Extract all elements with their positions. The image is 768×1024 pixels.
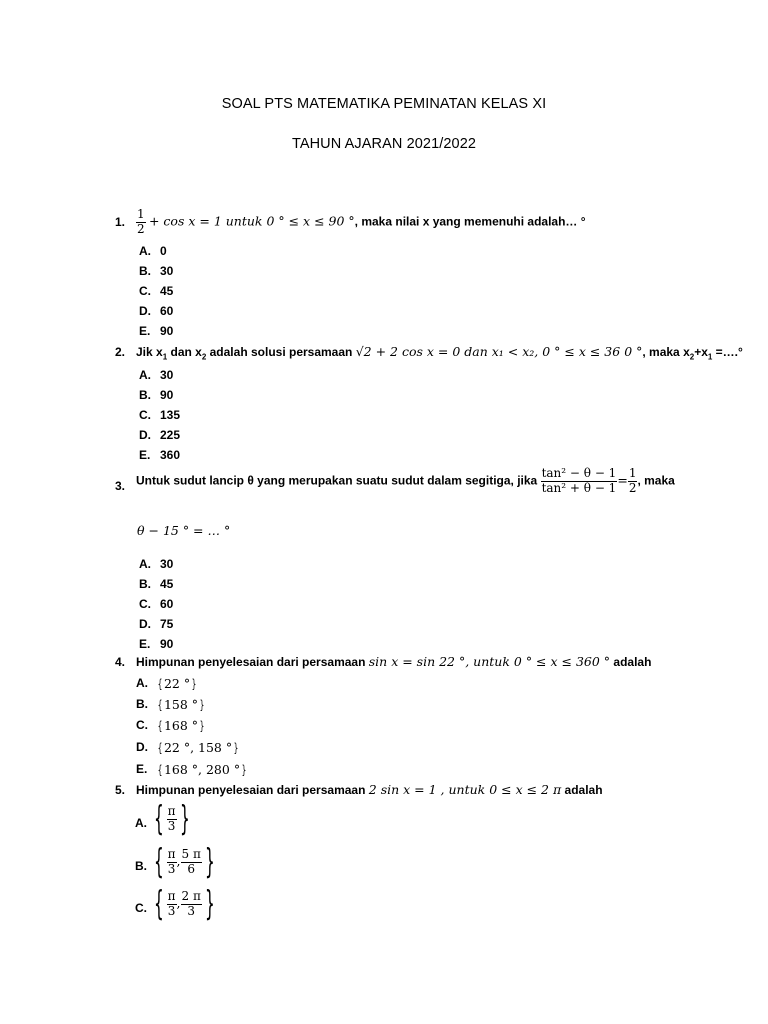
option-value: 90	[160, 388, 174, 402]
fraction: $\frac{1}{2}$	[628, 466, 637, 495]
option-value: 90	[160, 637, 174, 651]
solution-set: { 22 ° }	[157, 676, 197, 691]
solution-set: { 168 ° }	[157, 718, 205, 733]
math-expression: θ − 15 ° = … °	[137, 523, 231, 538]
question-3: 3. Untuk sudut lancip θ yang merupakan suatu sudut dalam segitiga, jika $\frac{\text{tan² − θ − 1}}{\text{tan² + θ − 1}}$ = $\frac{1}{2}$ , maka	[115, 466, 675, 495]
option-label: C.	[136, 718, 148, 732]
question-text: Untuk sudut lancip θ yang merupakan suatu sudut dalam segitiga, jika	[136, 473, 538, 488]
question-2: 2. Jik $x_1$ dan $x_2$ adalah solusi persamaan √2 + 2 cos x = 0 dan x₁ < x₂, 0 ° ≤ x ≤ 36 0 °, maka $x_2+x_1$ =….°	[115, 344, 743, 362]
question-number: 4.	[115, 655, 126, 669]
solution-set: { $\frac{\pi}{3}$ , $\frac{5 \pi}{6}$ }	[153, 842, 215, 882]
solution-set: { $\frac{\pi}{3}$ , $\frac{2 \pi}{3}$ }	[153, 884, 215, 924]
option-label: A.	[135, 816, 147, 830]
solution-set: { $\frac{\pi}{3}$ }	[153, 799, 190, 839]
math-expression: sin x = sin 22 °, untuk 0 ° ≤ x ≤ 360 °	[368, 654, 611, 669]
math-expression: √2 + 2 cos x = 0 dan x₁ < x₂, 0 ° ≤ x ≤ 36 0 °	[355, 344, 643, 359]
option-label: C.	[135, 901, 147, 915]
option-value: 30	[160, 557, 174, 571]
question-number: 2.	[115, 345, 126, 359]
option-label: B.	[135, 859, 147, 873]
option-label: E.	[139, 324, 151, 338]
option-value: 60	[160, 304, 174, 318]
fraction: $\frac{1}{2}$	[137, 207, 145, 236]
school-year: TAHUN AJARAN 2021/2022	[291, 136, 477, 152]
option-label: A.	[139, 244, 151, 258]
option-label: A.	[139, 557, 151, 571]
option-label: C.	[139, 597, 151, 611]
option-label: B.	[136, 697, 148, 711]
option-value: 45	[160, 284, 174, 298]
question-number: 1.	[115, 215, 126, 229]
question-number: 3.	[115, 479, 126, 493]
option-label: D.	[136, 740, 148, 754]
option-value: 60	[160, 597, 174, 611]
question-5: 5. Himpunan penyelesaian dari persamaan 2 sin x = 1 , untuk 0 ≤ x ≤ 2 π adalah	[115, 782, 603, 797]
question-text: Himpunan penyelesaian dari persamaan	[136, 783, 366, 797]
option-label: A.	[136, 676, 148, 690]
option-label: C.	[139, 284, 151, 298]
option-label: D.	[139, 428, 151, 442]
solution-set: { 22 °, 158 ° }	[157, 740, 239, 755]
option-value: 360	[160, 448, 181, 462]
option-label: E.	[139, 637, 151, 651]
option-label: B.	[139, 264, 151, 278]
question-1	[115, 207, 755, 237]
math-expression: + cos x = 1 untuk 0 ° ≤ x ≤ 90 °	[148, 213, 355, 229]
option-value: 30	[160, 264, 174, 278]
option-label: B.	[139, 577, 151, 591]
option-value: 90	[160, 324, 174, 338]
option-label: A.	[139, 368, 151, 382]
option-value: 75	[160, 617, 174, 631]
option-label: E.	[136, 762, 148, 776]
question-4: 4. Himpunan penyelesaian dari persamaan sin x = sin 22 °, untuk 0 ° ≤ x ≤ 360 ° adalah	[115, 654, 652, 669]
question-text: , maka nilai x yang memenuhi adalah… °	[354, 214, 586, 229]
option-value: 0	[160, 244, 167, 258]
option-value: 30	[160, 368, 174, 382]
option-label: B.	[139, 388, 151, 402]
question-number: 5.	[115, 783, 126, 797]
option-label: C.	[139, 408, 151, 422]
option-label: D.	[139, 617, 151, 631]
option-label: D.	[139, 304, 151, 318]
solution-set: { 168 °, 280 ° }	[157, 762, 247, 777]
fraction: $\frac{\text{tan² − θ − 1}}{\text{tan² + θ − 1}}$	[541, 466, 617, 495]
math-expression: 2 sin x = 1 , untuk 0 ≤ x ≤ 2 π	[368, 782, 562, 797]
option-value: 135	[160, 408, 181, 422]
option-label: E.	[139, 448, 151, 462]
option-value: 45	[160, 577, 174, 591]
option-value: 225	[160, 428, 181, 442]
document-title: SOAL PTS MATEMATIKA PEMINATAN KELAS XI	[221, 96, 547, 112]
question-text: Himpunan penyelesaian dari persamaan	[136, 655, 366, 669]
solution-set: { 158 ° }	[157, 697, 205, 712]
